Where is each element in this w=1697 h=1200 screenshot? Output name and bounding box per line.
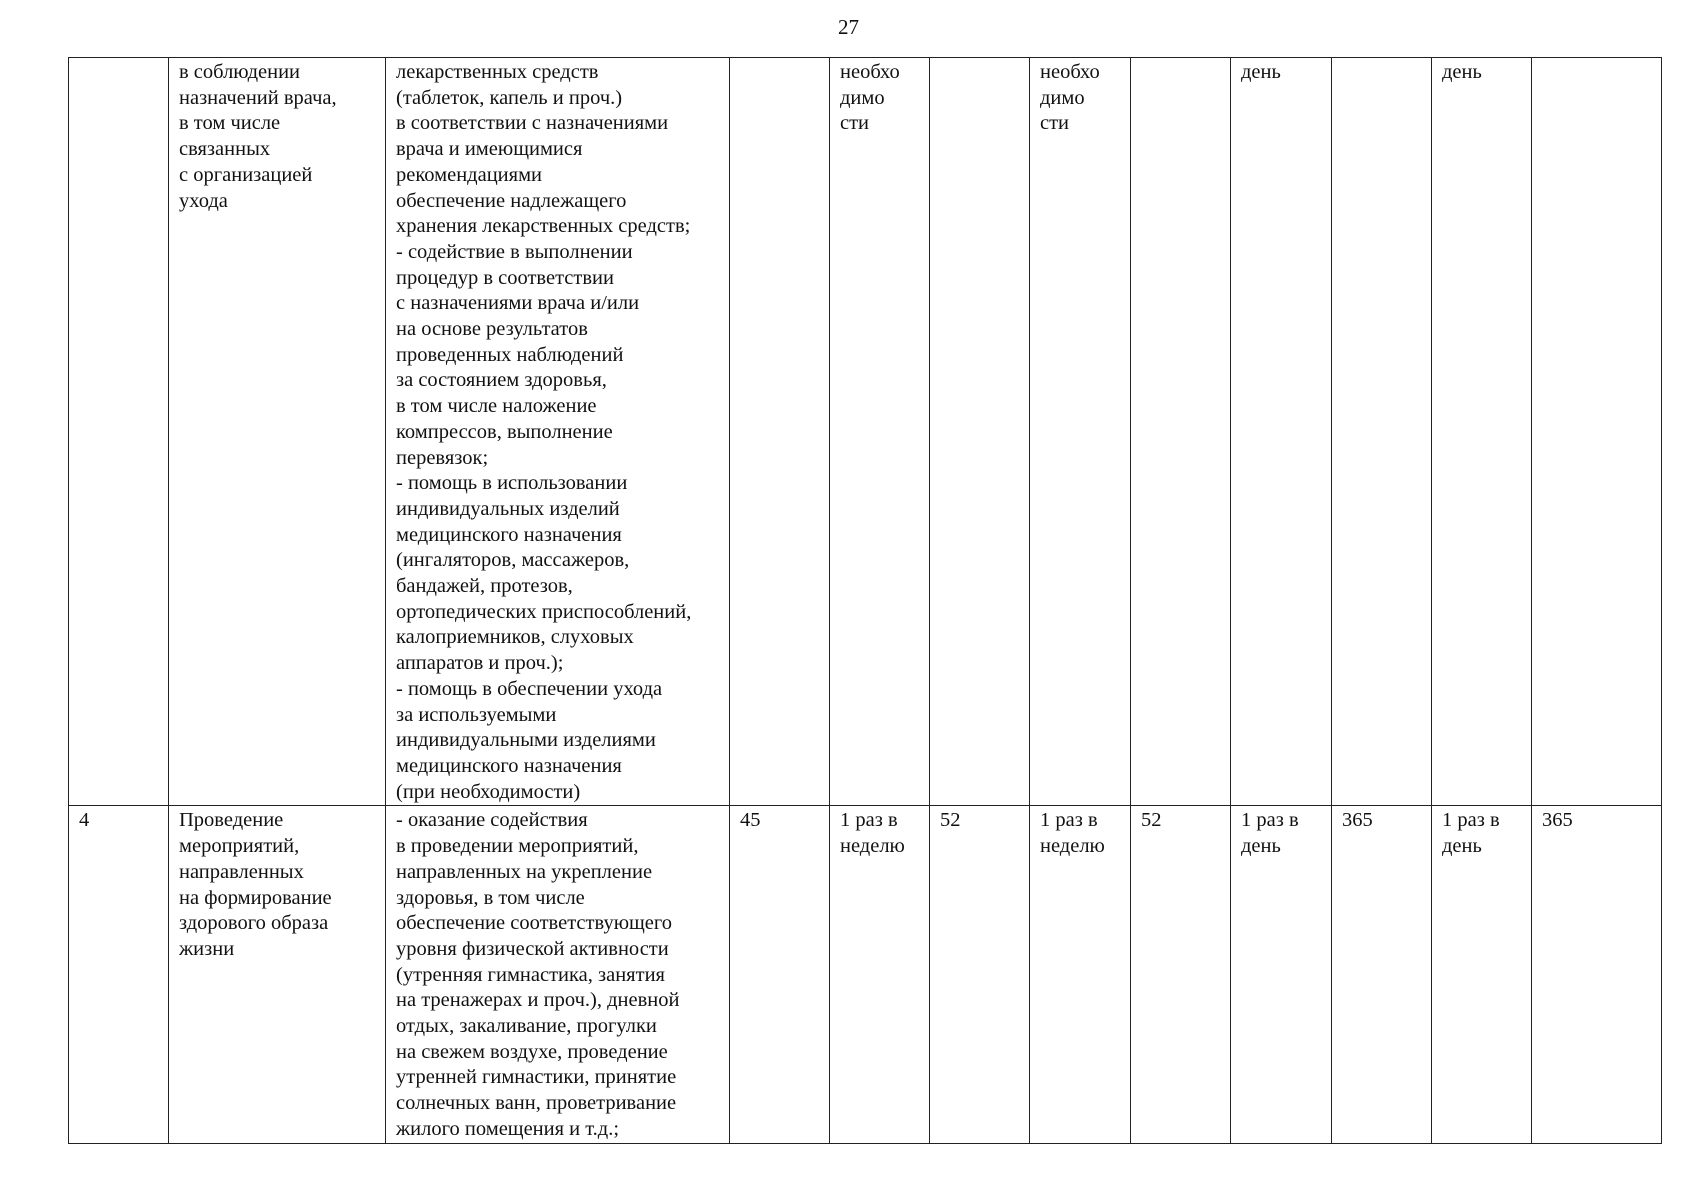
row-number-cell <box>69 58 169 806</box>
service-name-cell: Проведение мероприятий, направленных на формирование здорового образа жизни <box>169 806 386 1143</box>
row-number-cell: 4 <box>69 806 169 1143</box>
volume-cell <box>1131 58 1231 806</box>
frequency-cell: день <box>1432 58 1532 806</box>
service-description-cell: - оказание содействия в проведении мероприятий, направленных на укрепление здоровья, в том числе обеспечение соответствующего уровня физической активности (утренняя гимнастика, занятия на тренажерах и проч.), дневной отдых, закаливание, прогулки на свежем воздухе, проведение утренней гимнастики, принятие солнечных ванн, проветривание жилого помещения и т.д.; <box>386 806 730 1143</box>
frequency-cell: необхо димо сти <box>830 58 930 806</box>
volume-cell <box>930 58 1030 806</box>
services-table <box>68 57 1662 1144</box>
table-row <box>69 58 1662 806</box>
volume-cell <box>1532 58 1662 806</box>
frequency-cell: 1 раз в день <box>1231 806 1332 1143</box>
frequency-cell: 1 раз в неделю <box>1030 806 1131 1143</box>
volume-cell <box>730 58 830 806</box>
volume-cell: 52 <box>1131 806 1231 1143</box>
frequency-cell: необхо димо сти <box>1030 58 1131 806</box>
frequency-cell: день <box>1231 58 1332 806</box>
volume-cell: 365 <box>1332 806 1432 1143</box>
table-row <box>69 806 1662 1143</box>
frequency-cell: 1 раз в день <box>1432 806 1532 1143</box>
volume-cell <box>1332 58 1432 806</box>
frequency-cell: 1 раз в неделю <box>830 806 930 1143</box>
page-number: 27 <box>838 15 859 39</box>
volume-cell: 45 <box>730 806 830 1143</box>
service-name-cell: в соблюдении назначений врача, в том числе связанных с организацией ухода <box>169 58 386 806</box>
service-description-cell: лекарственных средств (таблеток, капель и проч.) в соответствии с назначениями врача и имеющимися рекомендациями обеспечение надлежащего хранения лекарственных средств; - содействие в выполнении процедур в соответствии с назначениями врача и/или на основе результатов проведенных наблюдений за состоянием здоровья, в том числе наложение компрессов, выполнение перевязок; - помощь в использовании индивидуальных изделий медицинского назначения (ингаляторов, массажеров, бандажей, протезов, ортопедических приспособлений, калоприемников, слуховых аппаратов и проч.); - помощь в обеспечении ухода за используемыми индивидуальными изделиями медицинского назначения (при необходимости) <box>386 58 730 806</box>
volume-cell: 52 <box>930 806 1030 1143</box>
volume-cell: 365 <box>1532 806 1662 1143</box>
